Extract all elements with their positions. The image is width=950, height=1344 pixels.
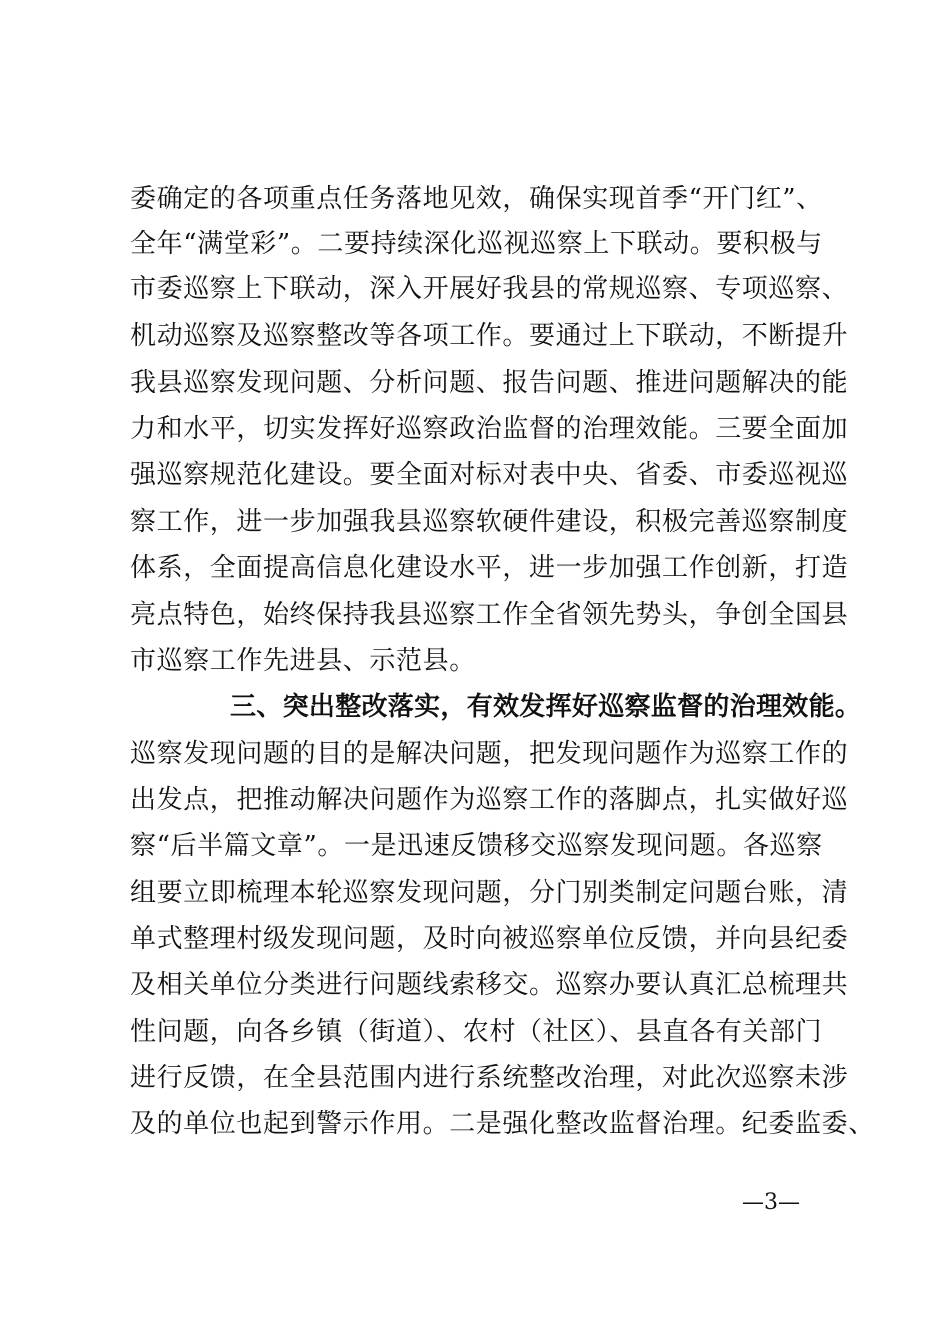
section-heading: 三、突出整改落实，有效发挥好巡察监督的治理效能。 [230,692,862,722]
body-line-11: 市巡察工作先进县、示范县。 [130,646,476,676]
body-line-10: 亮点特色，始终保持我县巡察工作全省领先势头，争创全国县 [130,600,849,630]
body-line-18: 性问题，向各乡镇（街道）、农村（社区）、县直各有关部门 [130,1017,823,1047]
body-line-9: 体系，全面提高信息化建设水平，进一步加强工作创新，打造 [130,553,849,583]
body-line-17: 及相关单位分类进行问题线索移交。巡察办要认真汇总梳理共 [130,970,849,1000]
body-line-16: 单式整理村级发现问题，及时向被巡察单位反馈，并向县纪委 [130,924,849,954]
body-line-2: 全年“满堂彩”。二要持续深化巡视巡察上下联动。要积极与 [130,229,823,259]
body-line-1: 委确定的各项重点任务落地见效，确保实现首季“开门红”、 [130,184,823,214]
body-line-19: 进行反馈，在全县范围内进行系统整改治理，对此次巡察未涉 [130,1063,849,1093]
body-line-12: 巡察发现问题的目的是解决问题，把发现问题作为巡察工作的 [130,739,849,769]
body-line-8: 察工作，进一步加强我县巡察软硬件建设，积极完善巡察制度 [130,507,849,537]
page-number: —3— [742,1190,800,1215]
body-line-4: 机动巡察及巡察整改等各项工作。要通过上下联动，不断提升 [130,321,849,351]
body-line-7: 强巡察规范化建设。要全面对标对表中央、省委、市委巡视巡 [130,460,849,490]
body-line-15: 组要立即梳理本轮巡察发现问题，分门别类制定问题台账，清 [130,878,849,908]
body-line-3: 市委巡察上下联动，深入开展好我县的常规巡察、专项巡察、 [130,274,849,304]
body-line-6: 力和水平，切实发挥好巡察政治监督的治理效能。三要全面加 [130,414,849,444]
body-line-20: 及的单位也起到警示作用。二是强化整改监督治理。纪委监委、 [130,1109,875,1139]
body-line-13: 出发点，把推动解决问题作为巡察工作的落脚点，扎实做好巡 [130,785,849,815]
body-line-14: 察“后半篇文章”。一是迅速反馈移交巡察发现问题。各巡察 [130,831,823,861]
body-line-5: 我县巡察发现问题、分析问题、报告问题、推进问题解决的能 [130,368,849,398]
